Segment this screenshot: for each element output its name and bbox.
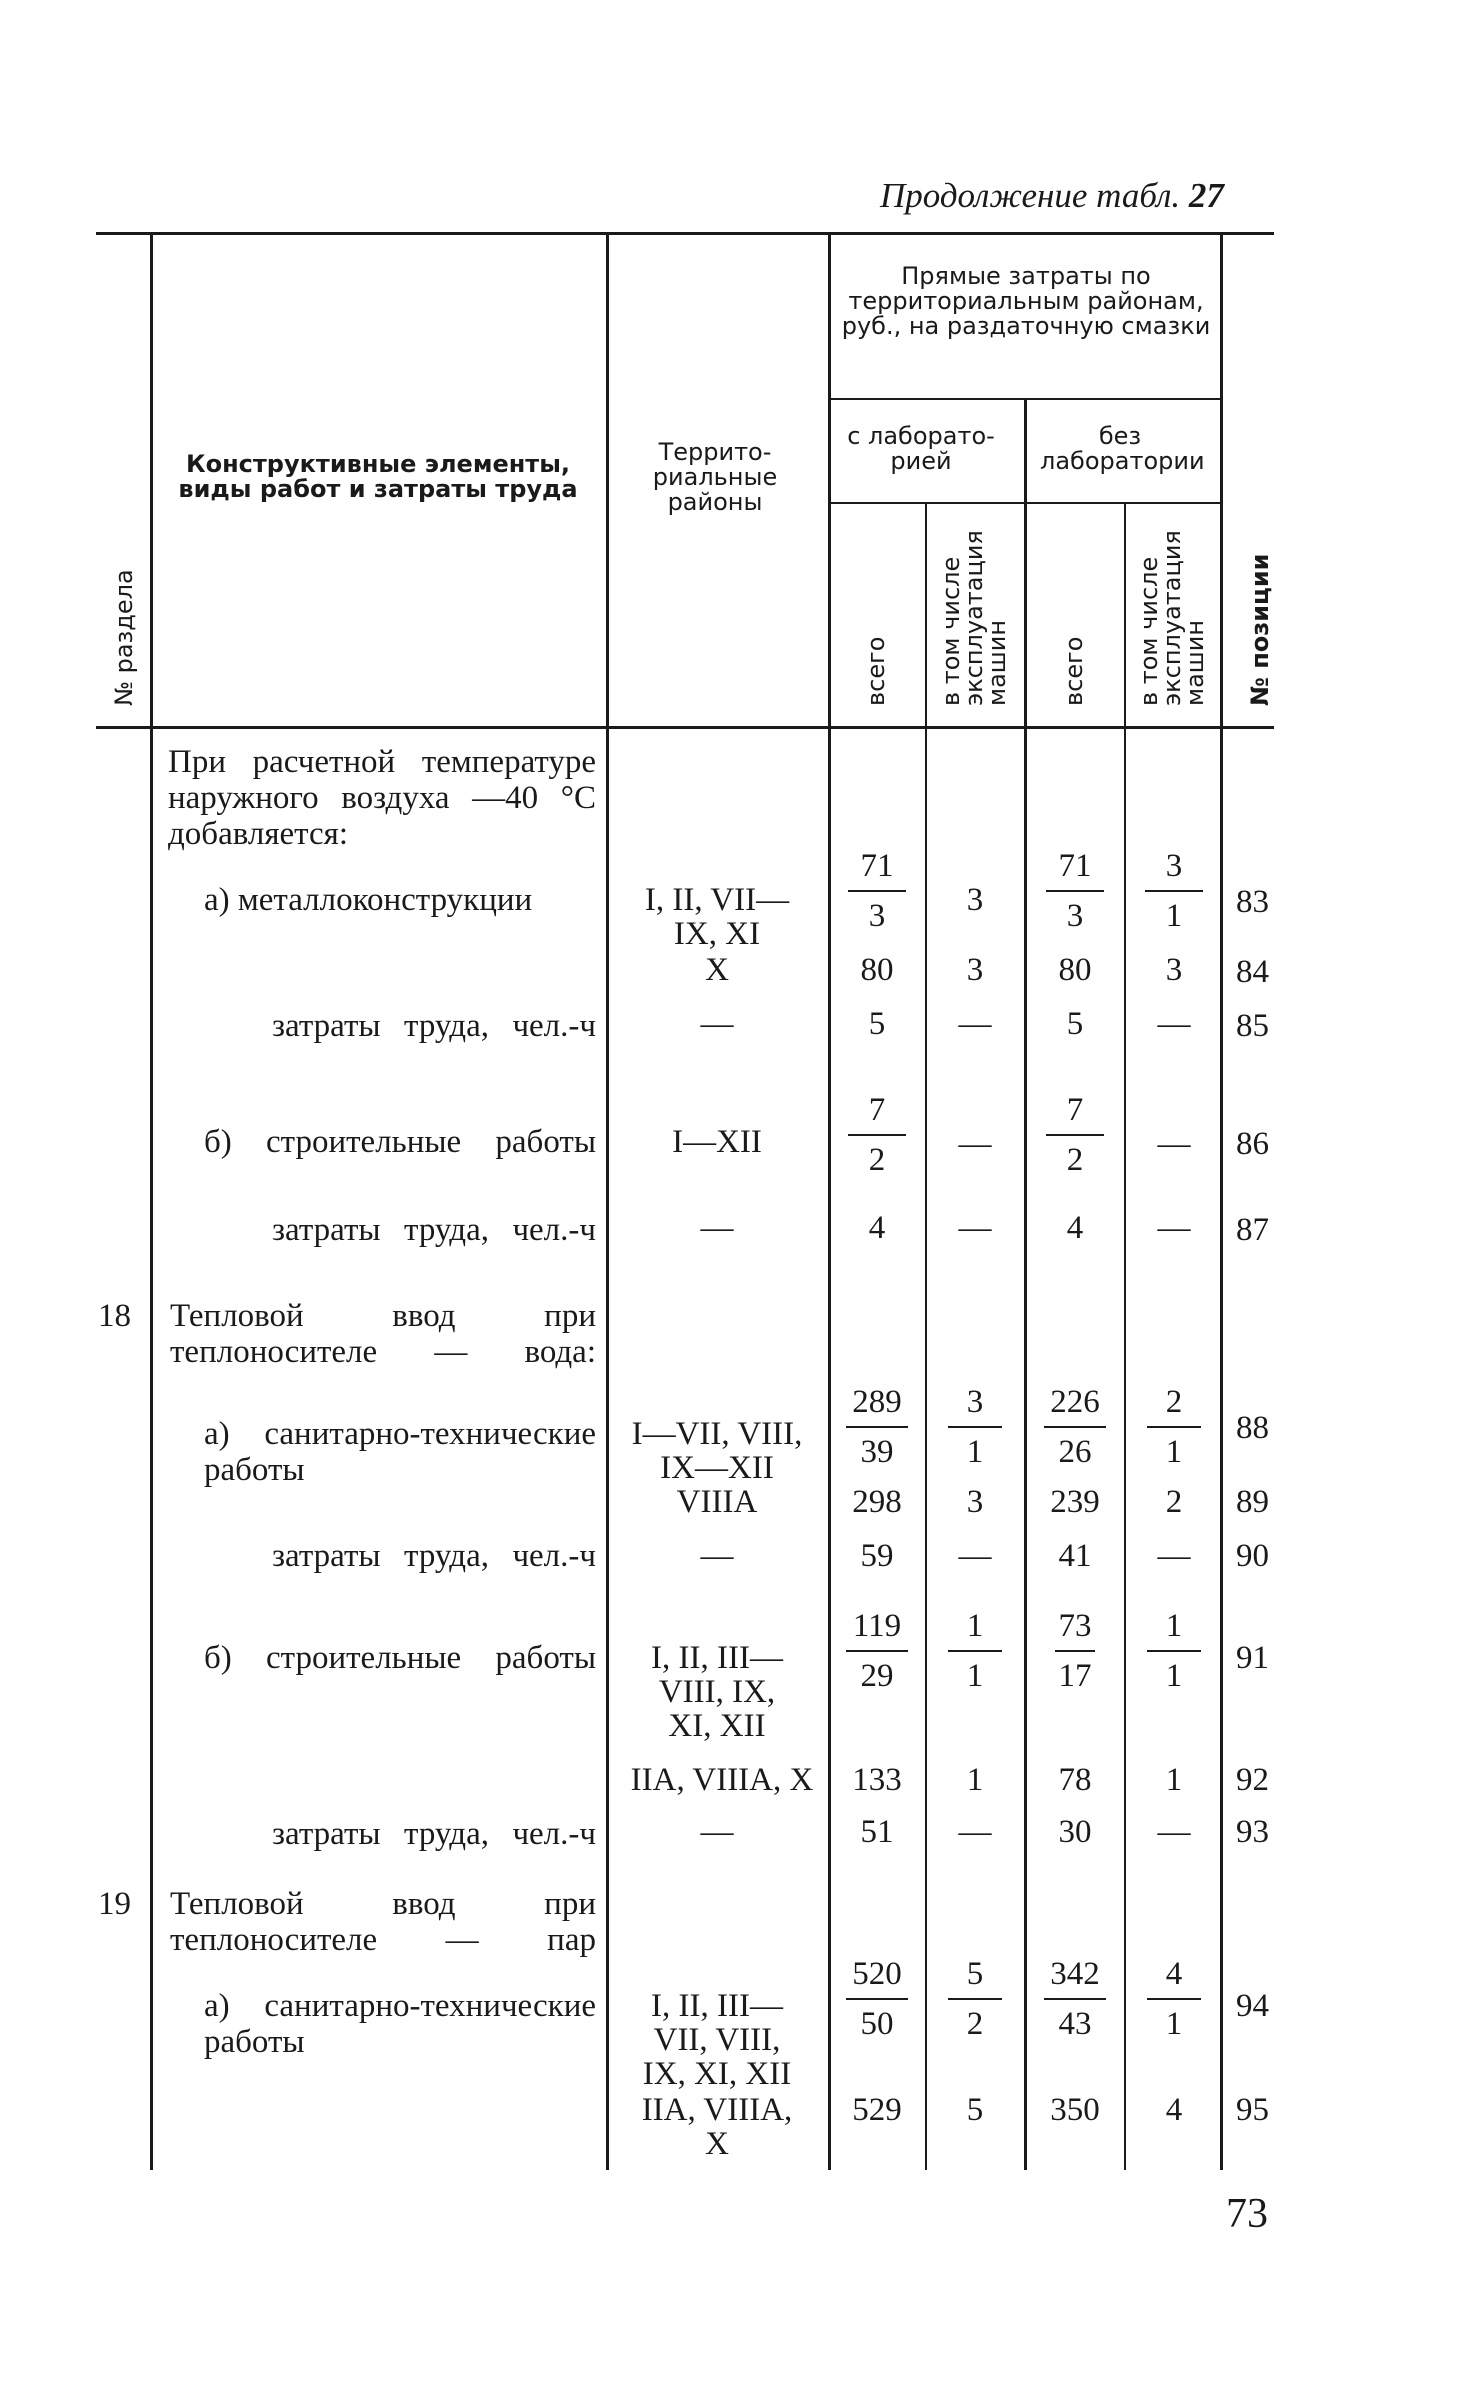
row89-region: VIIIA: [676, 1484, 758, 1520]
header-position-no: № позиции: [1246, 553, 1274, 706]
row83-c2: 3: [966, 882, 984, 918]
row91-region-line3: XI, XII: [668, 1708, 766, 1744]
row94-c3-num: 342: [1050, 1956, 1100, 1992]
row87-pos: 87: [1236, 1212, 1269, 1248]
row90-region: —: [700, 1538, 734, 1574]
header-incl-machines-2: [1135, 516, 1209, 706]
col-divider-7: [1220, 232, 1223, 2170]
row91-c3-den: 17: [1058, 1658, 1092, 1694]
header-elements: Конструктивные элементы, виды работ и затраты труда: [178, 450, 578, 503]
row86-region: I—XII: [672, 1124, 762, 1160]
row94-c4-den: 1: [1165, 2006, 1183, 2042]
row83-c4-den: 1: [1165, 898, 1183, 934]
row93-pos: 93: [1236, 1814, 1269, 1850]
row90-c4: —: [1157, 1538, 1191, 1574]
row94-pos: 94: [1236, 1988, 1269, 2024]
header-without-lab: без лаборатории: [1040, 422, 1205, 475]
row91-c2: [940, 1608, 1010, 1700]
row95-c3: 350: [1050, 2092, 1100, 2128]
row94-c2-den: 2: [966, 2006, 984, 2042]
row83-c3: [1040, 848, 1110, 940]
row83-c1: [842, 848, 912, 940]
row84-c3: 80: [1058, 952, 1092, 988]
row89-c4: 2: [1165, 1484, 1183, 1520]
intro-text: При расчетной температуре наружного воздуха —40 °С добавляется:: [168, 744, 596, 852]
row94-c2: [940, 1956, 1010, 2048]
row88-c2-num: 3: [966, 1384, 984, 1420]
row91-label: б) строительные работы: [204, 1640, 596, 1676]
row83-c4: [1139, 848, 1209, 940]
row94-c3: [1034, 1956, 1116, 2048]
row94-c2-num: 5: [966, 1956, 984, 1992]
row87-label: затраты труда, чел.-ч: [272, 1212, 596, 1248]
caption-table-number: 27: [1188, 176, 1224, 215]
row86-c1-num: 7: [868, 1092, 886, 1128]
top-rule: [96, 232, 1274, 235]
header-incl-machines-2-text: в том числе эксплуатация машин: [1135, 530, 1209, 706]
row84-c2: 3: [966, 952, 984, 988]
row90-pos: 90: [1236, 1538, 1269, 1574]
row88-c2-den: 1: [966, 1434, 984, 1470]
header-incl-machines-1-text: в том числе эксплуатация машин: [937, 530, 1011, 706]
row92-c4: 1: [1165, 1762, 1183, 1798]
row91-region-line1: I, II, III—: [651, 1640, 783, 1676]
row89-c1: 298: [852, 1484, 902, 1520]
row88-c4-den: 1: [1165, 1434, 1183, 1470]
row91-c2-den: 1: [966, 1658, 984, 1694]
row92-c1: 133: [852, 1762, 902, 1798]
row85-pos: 85: [1236, 1008, 1269, 1044]
row94-c1-den: 50: [860, 2006, 894, 2042]
row90-c2: —: [958, 1538, 992, 1574]
row90-c3: 41: [1058, 1538, 1092, 1574]
row86-c4: —: [1157, 1126, 1191, 1162]
row93-c2: —: [958, 1814, 992, 1850]
row94-c1: [836, 1956, 918, 2048]
header-regions: Террито-риальные районы: [652, 438, 778, 516]
row86-pos: 86: [1236, 1126, 1269, 1162]
row91-region-line2: VIII, IX,: [658, 1674, 776, 1710]
row84-region: X: [705, 952, 729, 988]
row93-label: затраты труда, чел.-ч: [272, 1816, 596, 1852]
header-bottom-rule: [96, 726, 1274, 729]
header-total-2: всего: [1060, 636, 1088, 706]
row85-label: затраты труда, чел.-ч: [272, 1008, 596, 1044]
row94-c4-num: 4: [1165, 1956, 1183, 1992]
row83-c4-num: 3: [1165, 848, 1183, 884]
row91-c4: [1139, 1608, 1209, 1700]
row88-c4: [1139, 1384, 1209, 1476]
row83-region-line1: I, II, VII—: [644, 882, 790, 918]
row88-c1-den: 39: [860, 1434, 894, 1470]
row88-region-line2: IX—XII: [660, 1450, 774, 1486]
row87-c4: —: [1157, 1210, 1191, 1246]
row83-c1-den: 3: [868, 898, 886, 934]
row94-c1-num: 520: [852, 1956, 902, 1992]
row91-c3-num: 73: [1058, 1608, 1092, 1644]
row91-c4-den: 1: [1165, 1658, 1183, 1694]
row92-pos: 92: [1236, 1762, 1269, 1798]
row95-c1: 529: [852, 2092, 902, 2128]
section-19-title: Тепловой ввод при теплоносителе — пар: [170, 1886, 596, 1958]
row90-c1: 59: [860, 1538, 894, 1574]
row83-region-line2: IX, XI: [673, 916, 761, 952]
row91-c1-num: 119: [852, 1608, 902, 1644]
row95-region-line2: X: [705, 2126, 729, 2162]
row85-region: —: [700, 1006, 734, 1042]
row95-c4: 4: [1165, 2092, 1183, 2128]
col-divider-1: [150, 232, 153, 2170]
row87-c3: 4: [1066, 1210, 1084, 1246]
row86-label: б) строительные работы: [204, 1124, 596, 1160]
row89-pos: 89: [1236, 1484, 1269, 1520]
row88-region-line1: I—VII, VIII,: [631, 1416, 803, 1452]
row88-c3-den: 26: [1058, 1434, 1092, 1470]
row83-c1-num: 71: [860, 848, 894, 884]
row88-c1: [836, 1384, 918, 1476]
section-18-number: 18: [98, 1298, 131, 1334]
row95-c2: 5: [966, 2092, 984, 2128]
row83-c3-num: 71: [1058, 848, 1092, 884]
row92-c2: 1: [966, 1762, 984, 1798]
row84-pos: 84: [1236, 954, 1269, 990]
section-19-number: 19: [98, 1886, 131, 1922]
row88-label: а) санитарно-технические работы: [204, 1416, 596, 1488]
header-total-1: всего: [862, 636, 890, 706]
col-divider-4: [925, 502, 927, 2170]
header-with-lab: с лаборато-рией: [847, 422, 995, 475]
row93-c1: 51: [860, 1814, 894, 1850]
row83-label: а) металлоконструкции: [204, 882, 533, 918]
row84-c1: 80: [860, 952, 894, 988]
row91-c2-num: 1: [966, 1608, 984, 1644]
row95-pos: 95: [1236, 2092, 1269, 2128]
table-caption: [880, 176, 1224, 216]
row85-c4: —: [1157, 1006, 1191, 1042]
row91-c1-den: 29: [860, 1658, 894, 1694]
row91-c3: [1034, 1608, 1116, 1700]
row89-c2: 3: [966, 1484, 984, 1520]
caption-text: Продолжение табл.: [880, 176, 1181, 215]
row93-c4: —: [1157, 1814, 1191, 1850]
row89-c3: 239: [1050, 1484, 1100, 1520]
row91-pos: 91: [1236, 1640, 1269, 1676]
row91-c4-num: 1: [1165, 1608, 1183, 1644]
row85-c2: —: [958, 1006, 992, 1042]
row85-c1: 5: [868, 1006, 886, 1042]
header-section-no: № раздела: [110, 569, 138, 706]
row86-c3: [1040, 1092, 1110, 1184]
row88-c3: [1034, 1384, 1116, 1476]
row94-region-line1: I, II, III—: [651, 1988, 783, 2024]
row87-region: —: [700, 1210, 734, 1246]
row83-pos: 83: [1236, 884, 1269, 920]
row94-region-line2: VII, VIII,: [653, 2022, 781, 2058]
row88-c2: [940, 1384, 1010, 1476]
row91-c1: [836, 1608, 918, 1700]
row92-c3: 78: [1058, 1762, 1092, 1798]
row93-c3: 30: [1058, 1814, 1092, 1850]
row90-label: затраты труда, чел.-ч: [272, 1538, 596, 1574]
page-number: 73: [1226, 2191, 1268, 2237]
col-divider-5: [1024, 398, 1027, 2170]
row83-c3-den: 3: [1066, 898, 1084, 934]
row86-c1-den: 2: [868, 1142, 886, 1178]
row94-region-line3: IX, XI, XII: [642, 2056, 792, 2092]
header-direct-costs: Прямые затраты по территориальным районам, руб., на раздаточную смазки: [841, 262, 1211, 340]
row93-region: —: [700, 1814, 734, 1850]
row94-c3-den: 43: [1058, 2006, 1092, 2042]
row88-c3-num: 226: [1050, 1384, 1100, 1420]
row92-region: IIA, VIIIA, X: [630, 1762, 814, 1798]
row88-pos: 88: [1236, 1410, 1269, 1446]
row88-c4-num: 2: [1165, 1384, 1183, 1420]
row87-c1: 4: [868, 1210, 886, 1246]
row94-label: а) санитарно-технические работы: [204, 1988, 596, 2060]
row85-c3: 5: [1066, 1006, 1084, 1042]
header-incl-machines-1: [937, 516, 1011, 706]
row95-region-line1: IIA, VIIIA,: [641, 2092, 793, 2128]
row87-c2: —: [958, 1210, 992, 1246]
row86-c2: —: [958, 1126, 992, 1162]
row88-c1-num: 289: [852, 1384, 902, 1420]
row94-c4: [1139, 1956, 1209, 2048]
col-divider-2: [606, 232, 609, 2170]
row86-c3-den: 2: [1066, 1142, 1084, 1178]
col-divider-3: [828, 232, 831, 2170]
row86-c3-num: 7: [1066, 1092, 1084, 1128]
row86-c1: [842, 1092, 912, 1184]
row84-c4: 3: [1165, 952, 1183, 988]
col-divider-6: [1124, 502, 1126, 2170]
section-18-title: Тепловой ввод при теплоносителе — вода:: [170, 1298, 596, 1370]
